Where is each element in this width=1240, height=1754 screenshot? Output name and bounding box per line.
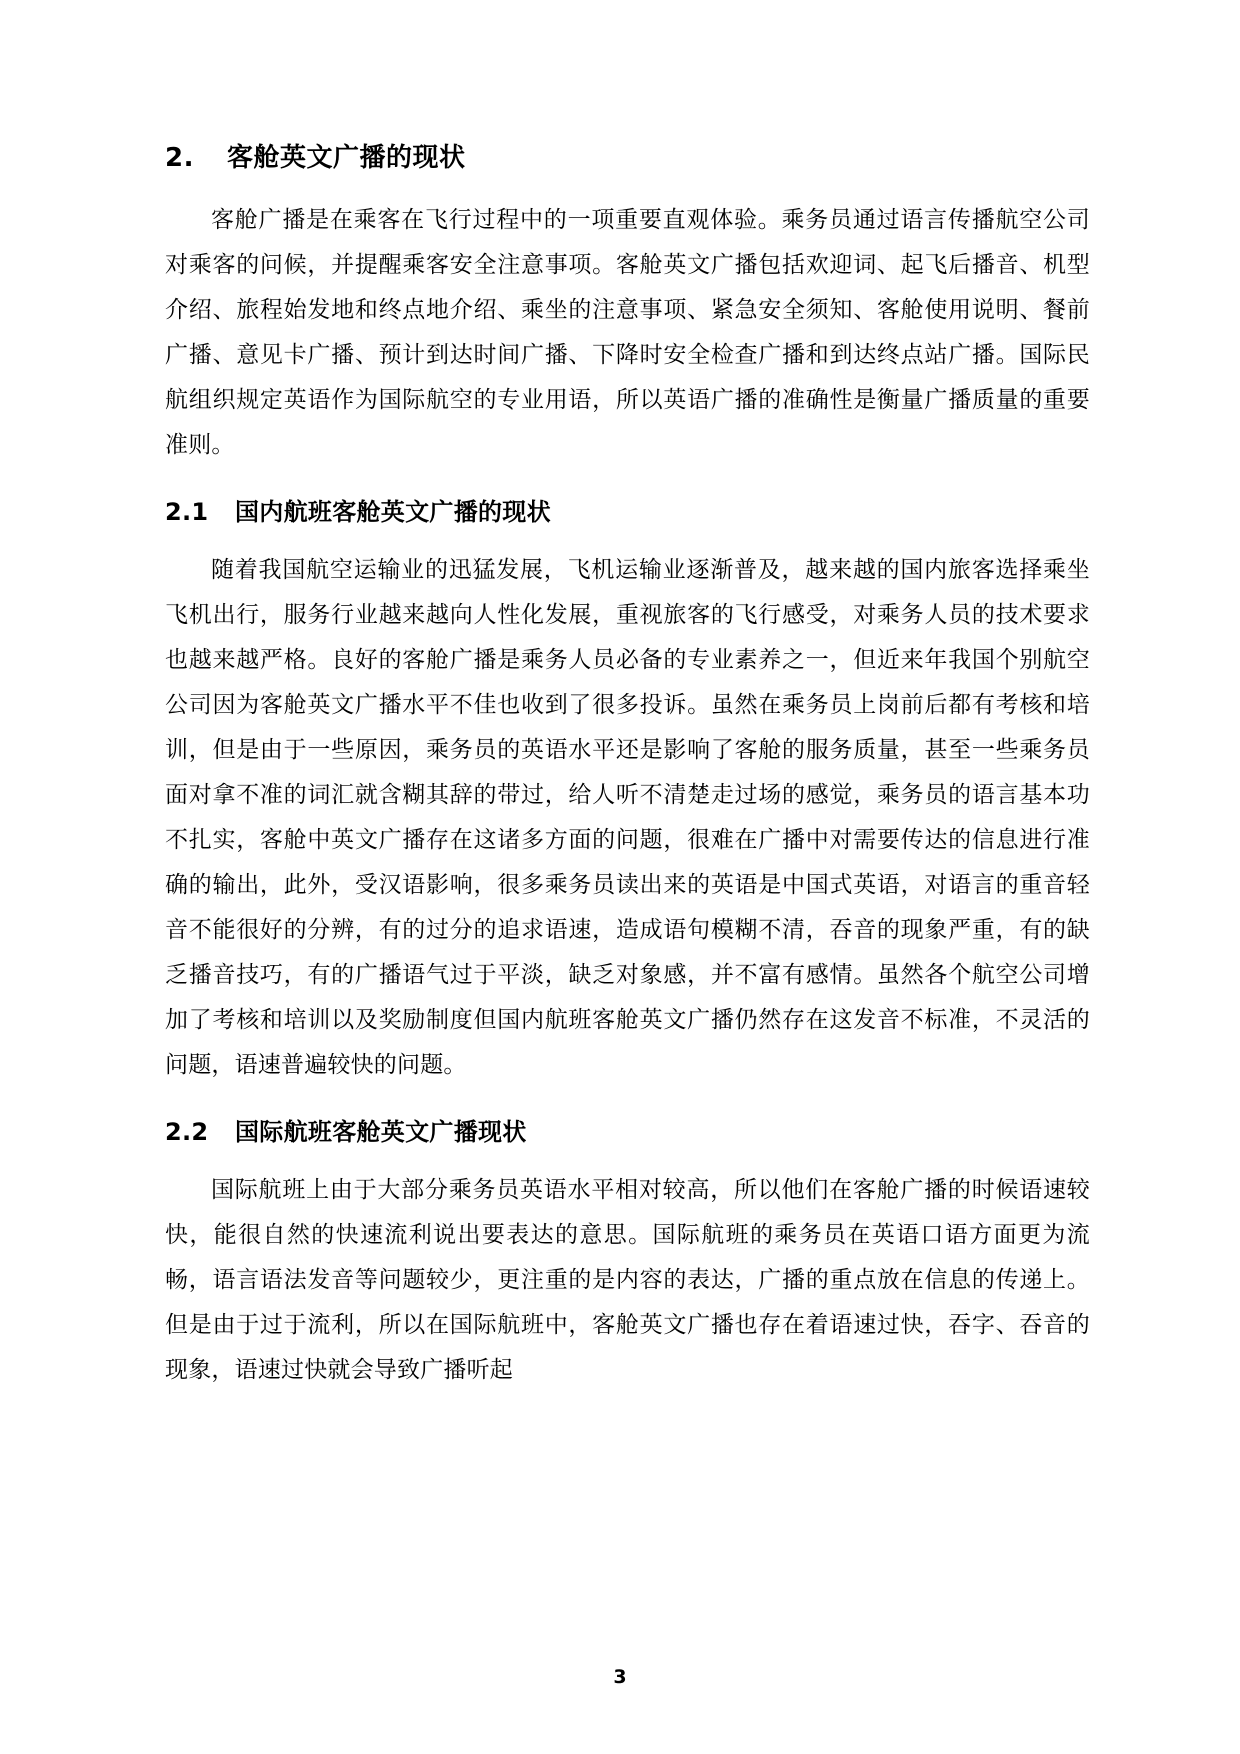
section-title: 客舱英文广播的现状 xyxy=(227,143,466,173)
subsection-number: 2.1 xyxy=(165,498,209,527)
subsection-title: 国际航班客舱英文广播现状 xyxy=(235,1117,527,1146)
subsection-number: 2.2 xyxy=(165,1117,209,1146)
subsection-title: 国内航班客舱英文广播的现状 xyxy=(235,498,551,527)
section-heading-2 xyxy=(165,140,1090,176)
page-number: 3 xyxy=(613,1666,627,1688)
page-content xyxy=(165,140,1090,1393)
subsection-heading-2-1 xyxy=(165,496,1090,530)
section-number: 2. xyxy=(165,143,194,173)
paragraph: 随着我国航空运输业的迅猛发展，飞机运输业逐渐普及，越来越的国内旅客选择乘坐飞机出行，服务行业越来越向人性化发展，重视旅客的飞行感受，对乘务人员的技术要求也越来越严格。良好的客舱广播是乘务人员必备的专业素养之一，但近来年我国个别航空公司因为客舱英文广播水平不佳也收到了很多投诉。虽然在乘务员上岗前后都有考核和培训，但是由于一些原因，乘务员的英语水平还是影响了客舱的服务质量，甚至一些乘务员面对拿不准的词汇就含糊其辞的带过，给人听不清楚走过场的感觉，乘务员的语言基本功不扎实，客舱中英文广播存在这诸多方面的问题，很难在广播中对需要传达的信息进行准确的输出，此外，受汉语影响，很多乘务员读出来的英语是中国式英语，对语言的重音轻音不能很好的分辨，有的过分的追求语速，造成语句模糊不清，吞音的现象严重，有的缺乏播音技巧，有的广播语气过于平淡，缺乏对象感，并不富有感情。虽然各个航空公司增加了考核和培训以及奖励制度但国内航班客舱英文广播仍然存在这发音不标准，不灵活的问题，语速普遍较快的问题。 xyxy=(165,556,1090,1078)
subsection-heading-2-2 xyxy=(165,1116,1090,1150)
paragraph: 客舱广播是在乘客在飞行过程中的一项重要直观体验。乘务员通过语言传播航空公司对乘客的问候，并提醒乘客安全注意事项。客舱英文广播包括欢迎词、起飞后播音、机型介绍、旅程始发地和终点地介绍、乘坐的注意事项、紧急安全须知、客舱使用说明、餐前广播、意见卡广播、预计到达时间广播、下降时安全检查广播和到达终点站广播。国际民航组织规定英语作为国际航空的专业用语，所以英语广播的准确性是衡量广播质量的重要准则。 xyxy=(165,207,1090,459)
paragraph: 国际航班上由于大部分乘务员英语水平相对较高，所以他们在客舱广播的时候语速较快，能很自然的快速流利说出要表达的意思。国际航班的乘务员在英语口语方面更为流畅，语言语法发音等问题较少，更注重的是内容的表达，广播的重点放在信息的传递上。但是由于过于流利，所以在国际航班中，客舱英文广播也存在着语速过快，吞字、吞音的现象，语速过快就会导致广播听起 xyxy=(165,1176,1090,1383)
